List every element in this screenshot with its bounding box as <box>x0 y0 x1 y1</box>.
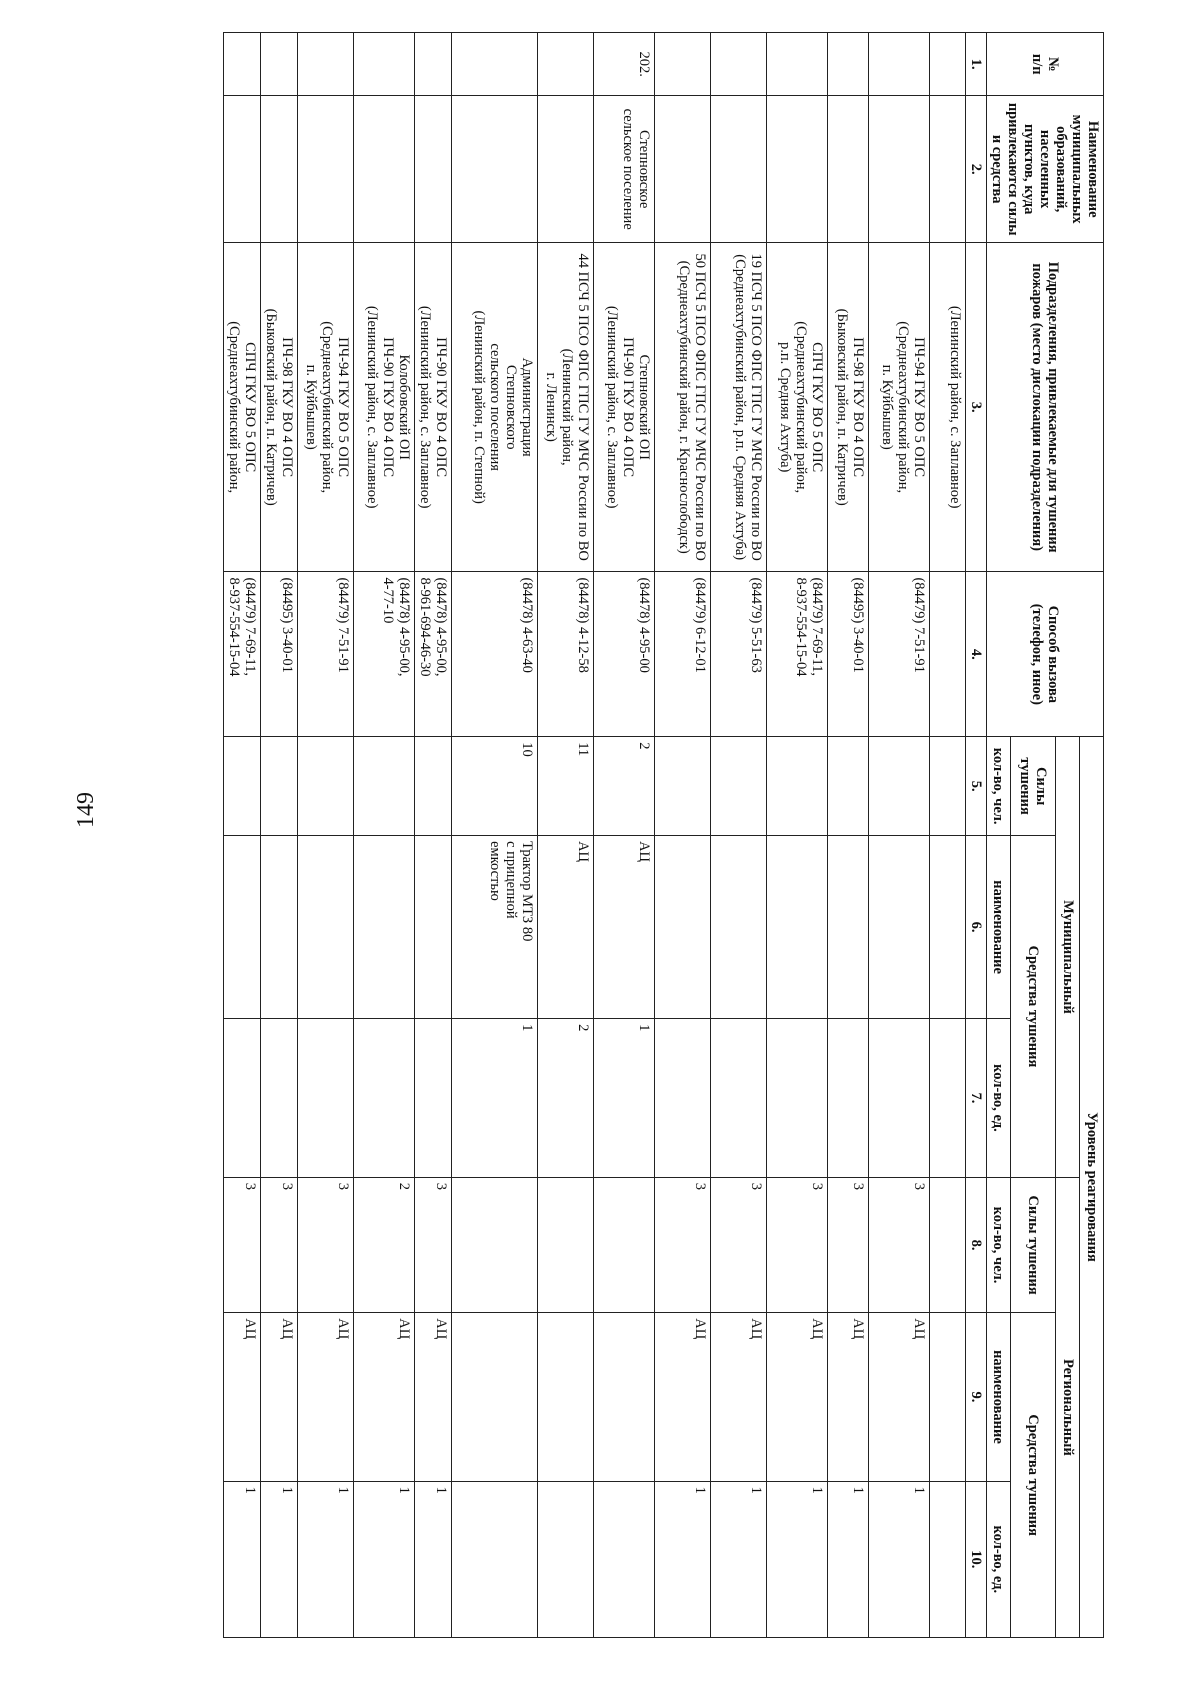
regional-means-qty: 1 <box>655 1481 711 1637</box>
municipal-means-qty <box>298 1019 354 1178</box>
header-call-method: Способ вызова (телефон, иное) <box>987 572 1104 737</box>
header-r-qty-people: кол-во, чел. <box>987 1177 1011 1312</box>
municipal-forces-qty <box>930 737 966 836</box>
municipal-means-qty <box>828 1019 869 1178</box>
table-row <box>538 33 594 1638</box>
column-number: 5. <box>966 737 987 836</box>
call-method: (84478) 4-95-00, 4-77-10 <box>354 572 415 737</box>
unit-name: СПЧ ГКУ ВО 5 ОПС (Среднеахтубинский район, <box>224 242 261 572</box>
table-row <box>354 33 415 1638</box>
municipal-forces-qty: 10 <box>452 737 538 836</box>
row-number: 202. <box>594 33 655 96</box>
row-number <box>298 33 354 96</box>
municipality-name <box>538 96 594 242</box>
municipal-means-name <box>711 836 767 1019</box>
column-number: 10. <box>966 1481 987 1637</box>
header-regional-forces: Силы тушения <box>1010 1177 1055 1312</box>
call-method: (84479) 7-69-11, 8-937-554-15-04 <box>224 572 261 737</box>
regional-means-qty <box>538 1481 594 1637</box>
column-number: 4. <box>966 572 987 737</box>
table-row <box>594 33 655 1638</box>
row-number <box>261 33 298 96</box>
municipal-means-name <box>354 836 415 1019</box>
regional-forces-qty: 3 <box>298 1177 354 1312</box>
municipal-forces-qty <box>354 737 415 836</box>
municipality-name: Степновское сельское поселение <box>594 96 655 242</box>
call-method: (84479) 7-69-11, 8-937-554-15-04 <box>767 572 828 737</box>
table-row <box>655 33 711 1638</box>
header-r-qty-units: кол-во, ед. <box>987 1481 1011 1637</box>
municipal-means-qty: 1 <box>594 1019 655 1178</box>
municipal-forces-qty: 2 <box>594 737 655 836</box>
municipal-means-qty <box>767 1019 828 1178</box>
municipality-name <box>452 96 538 242</box>
column-number: 9. <box>966 1313 987 1481</box>
unit-name: 50 ПСЧ 5 ПСО ФПС ГПС ГУ МЧС России по ВО (Среднеахтубинский район, г. Краснослободск) <box>655 242 711 572</box>
row-number <box>869 33 930 96</box>
municipal-means-name <box>869 836 930 1019</box>
column-number: 3. <box>966 242 987 572</box>
table-row <box>224 33 261 1638</box>
municipal-means-qty <box>354 1019 415 1178</box>
header-units: Подразделения, привлекаемые для тушения пожаров (место дислокации подразделения) <box>987 242 1104 572</box>
regional-means-qty: 1 <box>354 1481 415 1637</box>
table-row <box>930 33 966 1638</box>
municipality-name <box>354 96 415 242</box>
header-municipal-forces: Силы тушения <box>1010 737 1055 836</box>
header-response-level: Уровень реагирования <box>1080 737 1104 1638</box>
call-method: (84479) 7-51-91 <box>869 572 930 737</box>
row-number <box>224 33 261 96</box>
regional-forces-qty: 3 <box>711 1177 767 1312</box>
municipal-forces-qty: 11 <box>538 737 594 836</box>
regional-forces-qty <box>594 1177 655 1312</box>
row-number <box>354 33 415 96</box>
municipal-means-name <box>298 836 354 1019</box>
regional-means-qty: 1 <box>261 1481 298 1637</box>
municipal-means-qty: 1 <box>452 1019 538 1178</box>
municipal-means-qty <box>655 1019 711 1178</box>
row-number <box>711 33 767 96</box>
unit-name: СПЧ ГКУ ВО 5 ОПС (Среднеахтубинский район, р.п. Средняя Ахтуба) <box>767 242 828 572</box>
rotated-page <box>134 32 1104 1638</box>
regional-means-name: АЦ <box>261 1313 298 1481</box>
municipal-means-name <box>930 836 966 1019</box>
municipal-means-name <box>655 836 711 1019</box>
table-row <box>452 33 538 1638</box>
header-m-qty-people: кол-во, чел. <box>987 737 1011 836</box>
header-municipality: Наименование муниципальных образований, населенных пунктов, куда привлекаются силы и средства <box>987 96 1104 242</box>
regional-forces-qty: 3 <box>261 1177 298 1312</box>
call-method: (84479) 7-51-91 <box>298 572 354 737</box>
regional-means-name: АЦ <box>828 1313 869 1481</box>
municipal-means-name <box>224 836 261 1019</box>
municipal-means-name <box>767 836 828 1019</box>
municipal-means-name <box>415 836 452 1019</box>
column-numbers-row <box>966 33 987 1638</box>
regional-means-name: АЦ <box>711 1313 767 1481</box>
municipality-name <box>224 96 261 242</box>
municipality-name <box>828 96 869 242</box>
regional-means-qty: 1 <box>415 1481 452 1637</box>
regional-means-name: АЦ <box>767 1313 828 1481</box>
unit-name: 19 ПСЧ 5 ПСО ФПС ГПС ГУ МЧС России по ВО (Среднеахтубинский район, р.п. Средняя Ахтуба) <box>711 242 767 572</box>
regional-forces-qty: 3 <box>224 1177 261 1312</box>
call-method: (84479) 6-12-01 <box>655 572 711 737</box>
unit-name: (Ленинский район, с. Заплавное) <box>930 242 966 572</box>
page-number: 149 <box>73 792 99 828</box>
table-row <box>767 33 828 1638</box>
column-number: 7. <box>966 1019 987 1178</box>
header-municipal: Муниципальный <box>1056 737 1080 1178</box>
table-row <box>711 33 767 1638</box>
regional-forces-qty: 3 <box>415 1177 452 1312</box>
municipality-name <box>655 96 711 242</box>
unit-name: Колобовский ОП ПЧ-90 ГКУ ВО 4 ОПС (Ленинский район, с. Заплавное) <box>354 242 415 572</box>
municipal-forces-qty <box>224 737 261 836</box>
row-number <box>538 33 594 96</box>
municipal-forces-qty <box>828 737 869 836</box>
column-number: 6. <box>966 836 987 1019</box>
municipal-means-qty: 2 <box>538 1019 594 1178</box>
header-m-name: наименование <box>987 836 1011 1019</box>
unit-name: Степновский ОП ПЧ-90 ГКУ ВО 4 ОПС (Ленинский район, с. Заплавное) <box>594 242 655 572</box>
regional-means-name: АЦ <box>655 1313 711 1481</box>
call-method: (84478) 4-95-00, 8-961-694-46-30 <box>415 572 452 737</box>
unit-name: 44 ПСЧ 5 ПСО ФПС ГПС ГУ МЧС России по ВО (Ленинский район, г. Ленинск) <box>538 242 594 572</box>
header-m-qty-units: кол-во, ед. <box>987 1019 1011 1178</box>
unit-name: ПЧ-90 ГКУ ВО 4 ОПС (Ленинский район, с. Заплавное) <box>415 242 452 572</box>
regional-means-qty <box>452 1481 538 1637</box>
regional-means-qty: 1 <box>869 1481 930 1637</box>
regional-means-name: АЦ <box>298 1313 354 1481</box>
municipal-means-name: АЦ <box>594 836 655 1019</box>
municipal-forces-qty <box>261 737 298 836</box>
regional-means-name: АЦ <box>869 1313 930 1481</box>
header-regional-means: Средства тушения <box>1010 1313 1055 1638</box>
fire-forces-table <box>223 32 1104 1638</box>
municipal-forces-qty <box>655 737 711 836</box>
regional-forces-qty <box>452 1177 538 1312</box>
regional-means-name: АЦ <box>415 1313 452 1481</box>
regional-means-qty: 1 <box>224 1481 261 1637</box>
column-number: 8. <box>966 1177 987 1312</box>
regional-means-name <box>930 1313 966 1481</box>
municipal-forces-qty <box>869 737 930 836</box>
regional-means-qty <box>594 1481 655 1637</box>
row-number <box>452 33 538 96</box>
municipality-name <box>711 96 767 242</box>
regional-means-qty: 1 <box>298 1481 354 1637</box>
regional-forces-qty: 3 <box>869 1177 930 1312</box>
row-number <box>828 33 869 96</box>
column-number: 2. <box>966 96 987 242</box>
municipal-forces-qty <box>767 737 828 836</box>
municipal-means-qty <box>261 1019 298 1178</box>
call-method <box>930 572 966 737</box>
regional-forces-qty: 3 <box>767 1177 828 1312</box>
municipality-name <box>298 96 354 242</box>
regional-means-name: АЦ <box>354 1313 415 1481</box>
regional-means-name <box>538 1313 594 1481</box>
municipal-means-qty <box>930 1019 966 1178</box>
regional-means-name <box>594 1313 655 1481</box>
call-method: (84479) 5-51-63 <box>711 572 767 737</box>
regional-forces-qty: 3 <box>655 1177 711 1312</box>
municipality-name <box>415 96 452 242</box>
regional-forces-qty: 2 <box>354 1177 415 1312</box>
regional-means-qty <box>930 1481 966 1637</box>
municipality-name <box>930 96 966 242</box>
municipality-name <box>869 96 930 242</box>
table-row <box>415 33 452 1638</box>
regional-forces-qty <box>930 1177 966 1312</box>
municipality-name <box>261 96 298 242</box>
municipal-means-name: Трактор МТЗ 80 с прицепной емкостью <box>452 836 538 1019</box>
row-number <box>930 33 966 96</box>
header-num: № п/п <box>987 33 1104 96</box>
municipal-means-name <box>828 836 869 1019</box>
call-method: (84495) 3-40-01 <box>828 572 869 737</box>
unit-name: ПЧ-94 ГКУ ВО 5 ОПС (Среднеахтубинский район, п. Куйбышев) <box>869 242 930 572</box>
municipality-name <box>767 96 828 242</box>
regional-forces-qty <box>538 1177 594 1312</box>
table-row <box>869 33 930 1638</box>
regional-forces-qty: 3 <box>828 1177 869 1312</box>
regional-means-qty: 1 <box>711 1481 767 1637</box>
municipal-forces-qty <box>711 737 767 836</box>
regional-means-name: АЦ <box>224 1313 261 1481</box>
row-number <box>415 33 452 96</box>
municipal-forces-qty <box>415 737 452 836</box>
header-regional: Региональный <box>1056 1177 1080 1637</box>
row-number <box>655 33 711 96</box>
header-municipal-means: Средства тушения <box>1010 836 1055 1178</box>
municipal-forces-qty <box>298 737 354 836</box>
regional-means-qty: 1 <box>767 1481 828 1637</box>
call-method: (84478) 4-12-58 <box>538 572 594 737</box>
table-row <box>828 33 869 1638</box>
call-method: (84478) 4-63-40 <box>452 572 538 737</box>
table-row <box>298 33 354 1638</box>
municipal-means-qty <box>869 1019 930 1178</box>
row-number <box>767 33 828 96</box>
municipal-means-qty <box>415 1019 452 1178</box>
table-row <box>261 33 298 1638</box>
column-number: 1. <box>966 33 987 96</box>
call-method: (84495) 3-40-01 <box>261 572 298 737</box>
header-r-name: наименование <box>987 1313 1011 1481</box>
unit-name: ПЧ-98 ГКУ ВО 4 ОПС (Быковский район, п. Катричев) <box>828 242 869 572</box>
call-method: (84478) 4-95-00 <box>594 572 655 737</box>
unit-name: ПЧ-98 ГКУ ВО 4 ОПС (Быковский район, п. Катричев) <box>261 242 298 572</box>
table-body <box>224 33 987 1638</box>
municipal-means-name <box>261 836 298 1019</box>
unit-name: Администрация Степновского сельского поселения (Ленинский район, п. Степной) <box>452 242 538 572</box>
regional-means-qty: 1 <box>828 1481 869 1637</box>
municipal-means-name: АЦ <box>538 836 594 1019</box>
regional-means-name <box>452 1313 538 1481</box>
municipal-means-qty <box>711 1019 767 1178</box>
municipal-means-qty <box>224 1019 261 1178</box>
unit-name: ПЧ-94 ГКУ ВО 5 ОПС (Среднеахтубинский район, п. Куйбышев) <box>298 242 354 572</box>
